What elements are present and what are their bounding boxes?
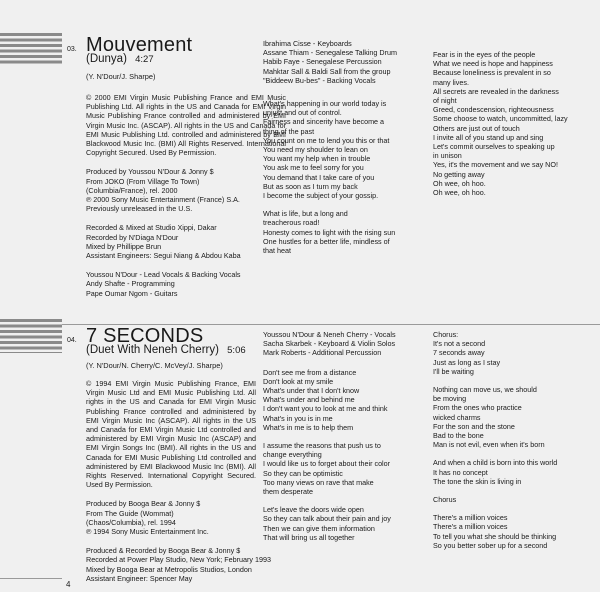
credit-line: (Chaos/Columbia), rel. 1994 [86, 517, 176, 527]
lyric-line: be moving [433, 394, 467, 404]
lyric-line: Chorus: [433, 330, 459, 339]
lyric-line: Let's leave the doors wide open [263, 505, 364, 515]
lyric-line: Chorus [433, 495, 457, 505]
credit-line: Mixed by Booga Bear at Metropolis Studios, London [86, 564, 252, 574]
lyric-line: that heat [263, 246, 291, 256]
footer-rule [0, 578, 62, 579]
credit-line: Recorded at Power Play Studio, New York; February 1993 [86, 555, 271, 565]
lyric-line: Don't see me from a distance [263, 367, 357, 377]
lyric-line: Man is not evil, even when it's born [433, 440, 545, 450]
credit-line: ℗ 2000 Sony Music Entertainment (France) S.A. [86, 195, 240, 205]
production-credits [86, 499, 256, 536]
credit-line [86, 177, 286, 186]
lyric-line: Fear is in the eyes of the people [433, 50, 536, 59]
lyric-line: To tell you what she should be thinking [433, 531, 557, 541]
lyric-line: You count on me to lend you this or that [263, 135, 390, 145]
lyric-line: Yes, it's the movement and we say NO! [433, 160, 558, 170]
lyrics [263, 99, 423, 255]
track3-middle-column [263, 39, 423, 255]
lyric-line: What we need is hope and happiness [433, 59, 553, 69]
credit-line: Assistant Engineers: Segui Niang & Abdou Kaba [86, 251, 241, 261]
lyric-line: I assume the reasons that push us to [263, 441, 381, 451]
credit-line: Youssou N'Dour - Lead Vocals & Backing Vocals [86, 270, 241, 280]
track-number: 04. [67, 337, 77, 344]
credit-line: Recorded & Mixed at Studio Xippi, Dakar [86, 223, 217, 233]
lyric-line: Bad to the bone [433, 431, 484, 441]
track-writers: (Y. N'Dour/J. Sharpe) [86, 72, 156, 81]
track-duration: 5:06 [227, 345, 246, 356]
track-writers: (Y. N'Dour/N. Cherry/C. McVey/J. Sharpe) [86, 361, 223, 370]
lyric-line: treacherous road! [263, 218, 320, 228]
credit-line: Mahktar Sall & Baldi Sall from the group [263, 66, 391, 76]
copyright-notice: © 2000 EMI Virgin Music Publishing France and EMI Music Publishing Ltd. All rights in the US and Canada for EMI Virgin Music Publishing France controlled and administered by EMI Virgin Music Inc. (ASCAP). All rights in the US and Canada for EMI Music Publishing Ltd. controlled and administered by EMI Blackwood Music Inc. (BMI) All Rights Reserved. International Copyright Secured. Used By Permission. [86, 93, 286, 158]
lyric-line: For the son and the stone [433, 421, 515, 431]
lyric-line: What's happening in our world today is [263, 99, 387, 109]
lyric-line: But as soon as I turn my back [263, 181, 358, 191]
lyric-line: There's a million voices [433, 522, 508, 532]
lyric-line: All secrets are revealed in the darkness [433, 86, 559, 96]
lyric-line: You ask me to feel sorry for you [263, 163, 364, 173]
stanza-gap [263, 200, 423, 209]
stanza-gap [433, 449, 598, 458]
track-duration: 4:27 [135, 54, 154, 65]
lyric-line: I don't want you to look at me and think [263, 404, 388, 414]
track4-left-column [86, 379, 271, 583]
lyric-line: wicked charms [433, 412, 481, 422]
lyric-line: From the ones who practice [433, 403, 522, 413]
credit-line: "Biddeew Bu-bes" - Backing Vocals [263, 75, 376, 85]
credit-line: Produced by Youssou N'Dour & Jonny $ [86, 167, 214, 177]
credit-line: From The Guide (Wommat) [86, 508, 174, 518]
lyric-line: Honesty comes to light with the rising sun [263, 227, 396, 237]
stanza-gap [263, 432, 423, 441]
lyric-line: What's under and behind me [263, 395, 355, 405]
stanza-gap [433, 376, 598, 385]
copyright-notice: © 1994 EMI Virgin Music Publishing France, EMI Virgin Music Ltd and EMI Music Publishing Ltd. All rights in the US and Canada for EMI Virgin Music Publishing France controlled and administered by EMI Virgin Music Inc (ASCAP). All rights in the US and Canada for EMI Virgin Music Ltd controlled and administered by EMI Virgin Music Inc (ASCAP) and EMI Virgin Songs Inc (BMI). All rights in the US and Canada for EMI Music Publishing Ltd controlled and administered by EMI Blackwood Music Inc (BMI). All Rights Reserved. International Copyright Secured. Used By Permission. [86, 379, 256, 490]
lyric-line: There's a million voices [433, 513, 508, 523]
credit-line: Ibrahima Cisse - Keyboards [263, 39, 352, 48]
track-title: Mouvement [86, 34, 193, 56]
lyric-line: change everything [263, 450, 322, 460]
credit-line: Previously unreleased in the U.S. [86, 204, 193, 214]
lyric-line: It has no concept [433, 467, 488, 477]
credit-line: Pape Oumar Ngom - Guitars [86, 288, 178, 298]
lyric-line: You want my help when in trouble [263, 154, 371, 164]
lyrics [263, 368, 423, 542]
credit-line: Assane Thiam - Senegalese Talking Drum [263, 48, 397, 58]
track-title: 7 SECONDS [86, 325, 204, 347]
track-number: 03. [67, 46, 77, 53]
recording-credits [86, 223, 286, 260]
lyric-line: So they can talk about their pain and joy [263, 514, 391, 524]
lyric-line: So you better sober up for a second [433, 540, 548, 550]
credit-line: Mark Roberts - Additional Percussion [263, 348, 382, 358]
lyric-line: That will bring us all together [263, 532, 355, 542]
lyric-line: Let's commit ourselves to speaking up [433, 142, 555, 152]
lyric-line: And when a child is born into this world [433, 458, 558, 468]
lyric-line: You need my shoulder to lean on [263, 145, 368, 155]
decorative-stripes-middle [0, 319, 62, 353]
lyric-line: The tone the skin is living in [433, 476, 522, 486]
credit-line: Assistant Engineer: Spencer May [86, 573, 193, 583]
lyric-line: What is life, but a long and [263, 209, 348, 219]
track4-middle-column [263, 330, 423, 542]
decorative-stripes-top [0, 33, 62, 65]
personnel-credits-continued [263, 39, 423, 85]
credit-line: Mixed by Phillippe Brun [86, 241, 162, 251]
production-credits [86, 167, 286, 213]
lyric-line: Nothing can move us, we should [433, 385, 537, 395]
lyrics [433, 50, 598, 197]
lyric-line: It's not a second [433, 339, 486, 349]
lyric-line: Too many views on rave that make [263, 477, 374, 487]
credit-line: Produced & Recorded by Booga Bear & Jonny $ [86, 546, 241, 556]
lyric-line: 7 seconds away [433, 348, 485, 358]
lyric-line: Then we can give them information [263, 523, 375, 533]
stanza-gap [433, 504, 598, 513]
lyric-line: No getting away [433, 169, 485, 179]
track-subtitle [86, 53, 154, 66]
lyric-line: What's in you is in me [263, 413, 333, 423]
lyric-line: Greed, condescension, righteousness [433, 105, 554, 115]
lyric-line: What's in me is to help them [263, 422, 354, 432]
page-number: 4 [66, 580, 71, 589]
credit-line: ℗ 1994 Sony Music Entertainment Inc. [86, 527, 209, 537]
lyrics [433, 330, 598, 550]
lyric-line: Others are just out of touch [433, 123, 520, 133]
personnel-credits [86, 270, 286, 298]
track4-right-column [433, 330, 598, 550]
lyric-line: I become the subject of your gossip. [263, 191, 379, 201]
track-subtitle-text: (Duet With Neneh Cherry) [86, 344, 219, 356]
lyric-line: them desperate [263, 487, 313, 497]
lyric-line: unjust and out of control. [263, 108, 342, 118]
track-subtitle [86, 344, 246, 357]
lyric-line: You demand that I take care of you [263, 172, 375, 182]
credit-line: Andy Shafte - Programming [86, 279, 175, 289]
track3-left-column [86, 93, 286, 298]
credit-line: Habib Faye - Senegalese Percussion [263, 57, 382, 67]
lyric-line: Fairness and sincerity have become a [263, 117, 385, 127]
lyric-line: I invite all of you stand up and sing [433, 132, 544, 142]
stanza-gap [263, 496, 423, 505]
credit-line: (Columbia/France), rel. 2000 [86, 185, 178, 195]
lyric-line: One hustles for a better life, mindless of [263, 236, 390, 246]
lyric-line: I would like us to forget about their color [263, 459, 391, 469]
lyric-line: What's under that I don't know [263, 386, 360, 396]
lyric-line: Don't look at my smile [263, 376, 334, 386]
personnel-credits [263, 330, 423, 358]
credit-line: Sacha Skarbek - Keyboard & Violin Solos [263, 339, 396, 349]
stanza-gap [433, 486, 598, 495]
album-source: From JOKO (From Village To Town) [86, 176, 200, 186]
credit-line: Youssou N'Dour & Neneh Cherry - Vocals [263, 330, 396, 339]
lyric-line: Oh wee, oh hoo. [433, 178, 486, 188]
lyric-line: of night [433, 96, 457, 106]
track-subtitle-text: (Dunya) [86, 53, 127, 65]
lyric-line: many lives. [433, 77, 469, 87]
lyric-line: Because loneliness is prevalent in so [433, 68, 551, 78]
credit-line: Recorded by N'Diaga N'Dour [86, 232, 179, 242]
lyric-line: Just as long as I stay [433, 357, 501, 367]
lyric-line: I'll be waiting [433, 366, 474, 376]
lyric-line: thing of the past [263, 126, 315, 136]
lyric-line: Some choose to watch, uncommitted, lazy [433, 114, 568, 124]
lyric-line: So they can be optimistic [263, 468, 343, 478]
lyric-line: Oh wee, oh hoo. [433, 188, 486, 198]
credit-line: Produced by Booga Bear & Jonny $ [86, 499, 201, 509]
track3-right-column [433, 50, 598, 197]
lyric-line: in unison [433, 151, 462, 161]
recording-credits [86, 546, 271, 583]
